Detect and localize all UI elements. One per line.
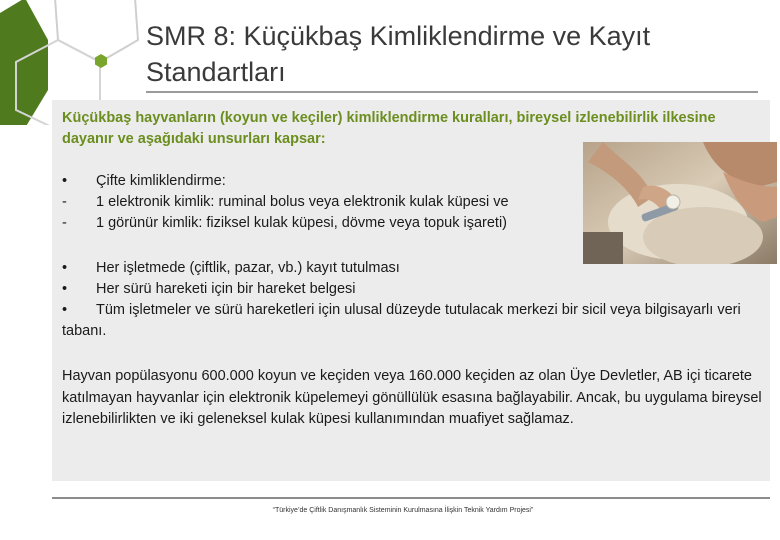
list-item-text: 1 elektronik kimlik: ruminal bolus veya elektronik kulak küpesi ve (96, 194, 509, 210)
title-divider (146, 91, 758, 93)
outline-hexagon-top (55, 0, 138, 62)
list-marker: • (62, 173, 68, 189)
list-item (62, 192, 592, 213)
footer-divider (52, 497, 770, 499)
dark-green-hexagon (0, 0, 48, 125)
sheep-ear-tagging-photo (583, 142, 777, 264)
small-green-hexagon (95, 54, 107, 68)
list-item-text: 1 görünür kimlik: fiziksel kulak küpesi, dövme veya topuk işareti) (96, 215, 507, 231)
identification-list (62, 171, 592, 234)
list-item (62, 300, 762, 342)
records-list (62, 258, 762, 342)
list-marker: • (62, 281, 68, 297)
slide-title: SMR 8: Küçükbaş Kimliklendirme ve Kayıt Standartları (146, 21, 651, 87)
list-item-text: Tüm işletmeler ve sürü hareketleri için ulusal düzeyde tutulacak merkezi bir sicil veya bilgisayarlı veri tabanı. (62, 302, 741, 339)
list-item (62, 213, 592, 234)
list-marker: • (62, 302, 68, 318)
list-item-text: Her işletmede (çiftlik, pazar, vb.) kayıt tutulması (96, 260, 400, 276)
list-item-text: Çifte kimliklendirme: (96, 173, 226, 189)
project-footnote: “Türkiye’de Çiftlik Danışmanlık Sisteminin Kurulmasına İlişkin Teknik Yardım Projesi” (272, 507, 534, 514)
list-marker: - (62, 194, 67, 210)
list-item (62, 279, 762, 300)
exemption-paragraph: Hayvan popülasyonu 600.000 koyun ve keçiden veya 160.000 keçiden az olan Üye Devletler, AB içi ticarete katılmayan hayvanlar için elektronik küpelemeyi gönüllülük esasına bağlayabilir. Ancak, bu uygulama bireysel izlenebilirlikten ve iki geleneksel kulak küpesi kullanımından muafiyet sağlamaz. (62, 368, 762, 427)
list-marker: • (62, 260, 68, 276)
list-item (62, 171, 592, 192)
intro-text: Küçükbaş hayvanların (koyun ve keçiler) kimliklendirme kuralları, bireysel izlenebilirlik ilkesine dayanır ve aşağıdaki unsurları kapsar: (62, 110, 716, 147)
list-marker: - (62, 215, 67, 231)
list-item-text: Her sürü hareketi için bir hareket belgesi (96, 281, 356, 297)
